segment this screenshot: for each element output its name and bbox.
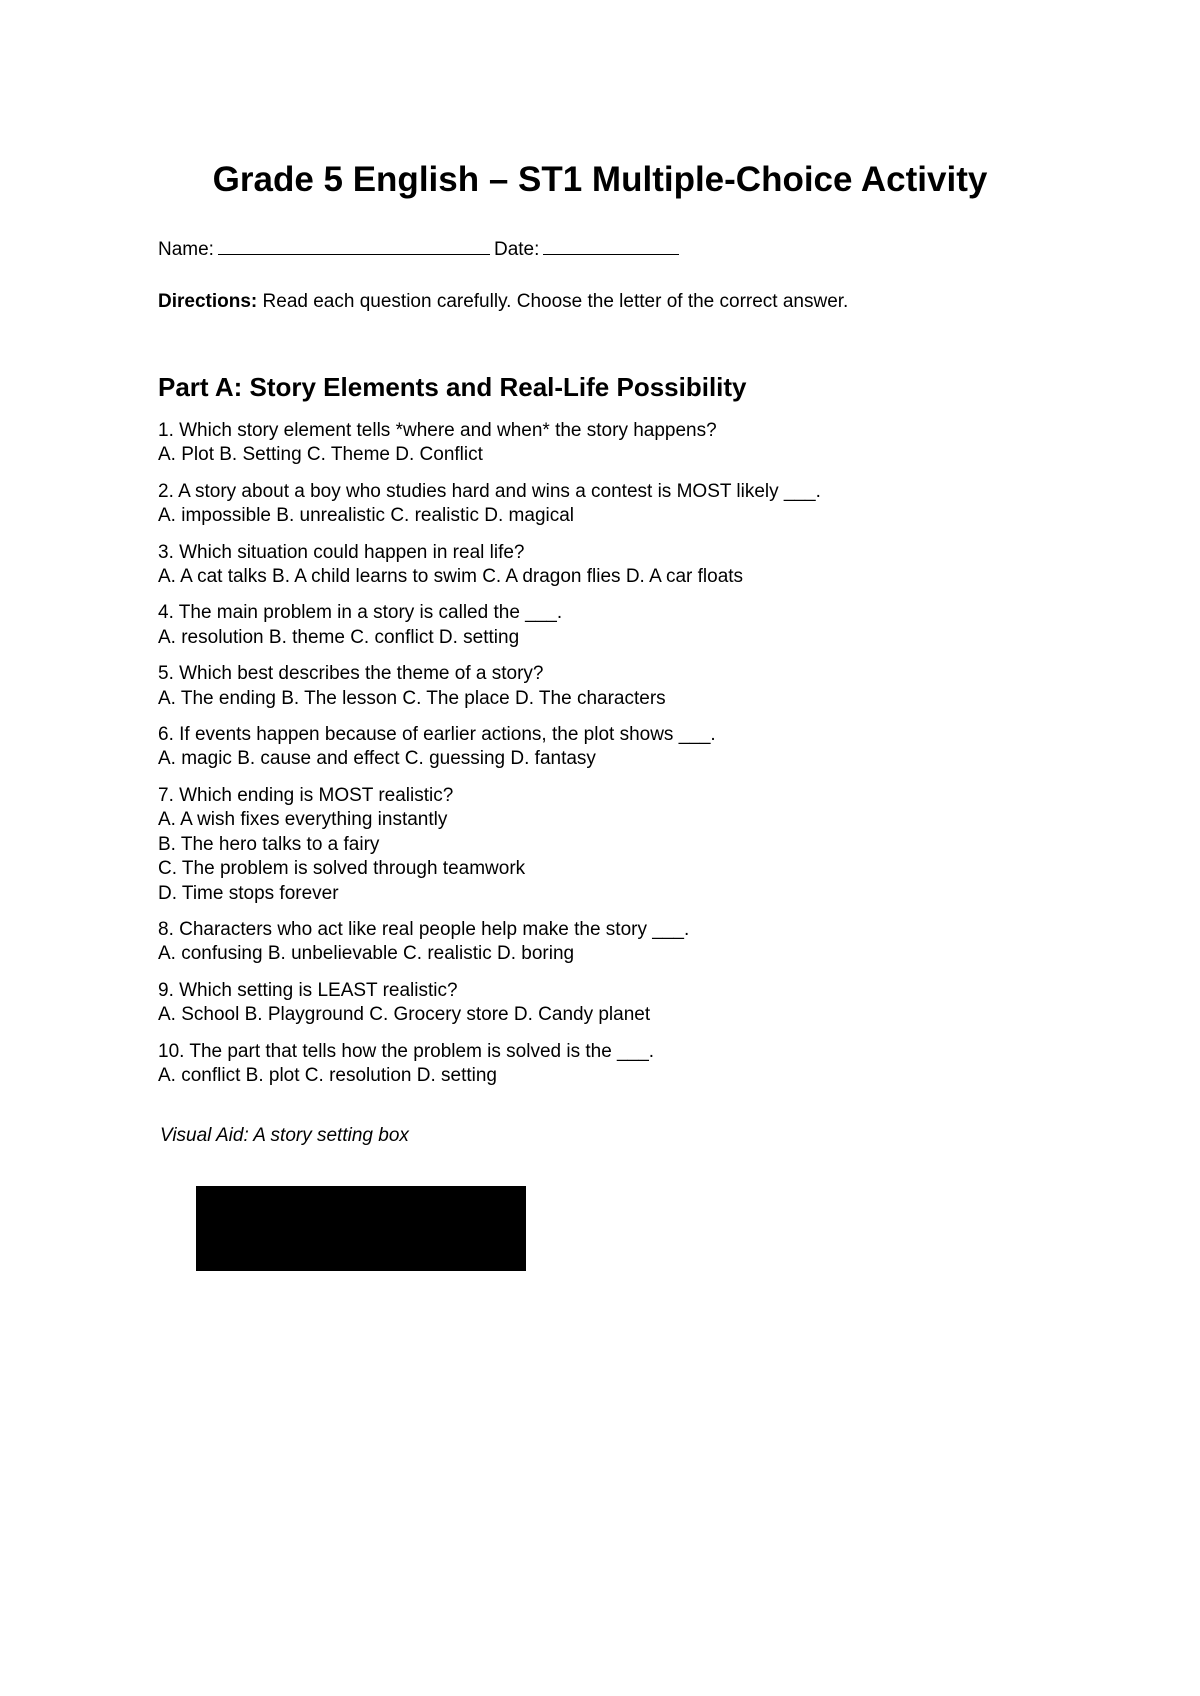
question-item (158, 723, 1058, 772)
question-item (158, 541, 1058, 590)
directions-label: Directions: (158, 291, 258, 312)
question-item (158, 601, 1058, 650)
answer-options: A. resolution B. theme C. conflict D. setting (158, 626, 520, 648)
answer-options: A. A cat talks B. A child learns to swim C. A dragon flies D. A car floats (158, 566, 744, 588)
question-item (158, 1040, 1058, 1089)
question-stem: 4. The main problem in a story is called the ___. (158, 602, 563, 624)
answer-options: A. The ending B. The lesson C. The place D. The characters (158, 687, 666, 709)
answer-options: A. School B. Playground C. Grocery store D. Candy planet (158, 1004, 651, 1026)
story-setting-box (196, 1186, 526, 1271)
answer-options: A. magic B. cause and effect C. guessing D. fantasy (158, 748, 596, 770)
answer-options: A. conflict B. plot C. resolution D. setting (158, 1064, 497, 1086)
question-stem: 7. Which ending is MOST realistic? (158, 784, 454, 806)
question-stem: 3. Which situation could happen in real life? (158, 541, 525, 563)
question-item (158, 979, 1058, 1028)
visual-aid-label: Visual Aid: A story setting box (160, 1125, 409, 1146)
directions (158, 290, 848, 314)
page-title: Grade 5 English – ST1 Multiple-Choice Activity (212, 160, 988, 199)
question-stem: 8. Characters who act like real people help make the story ___. (158, 918, 690, 940)
name-label: Name: (158, 239, 214, 260)
question-item (158, 662, 1058, 711)
question-list (158, 419, 1058, 1100)
directions-text: Read each question carefully. Choose the letter of the correct answer. (257, 291, 849, 312)
date-label: Date: (493, 239, 540, 260)
question-stem: 5. Which best describes the theme of a story? (158, 663, 544, 685)
question-stem: 1. Which story element tells *where and when* the story happens? (158, 420, 717, 441)
question-stem: 2. A story about a boy who studies hard and wins a contest is MOST likely ___. (158, 480, 821, 502)
name-blank (218, 236, 490, 255)
answer-options: A. Plot B. Setting C. Theme D. Conflict (158, 444, 483, 466)
question-stem: 9. Which setting is LEAST realistic? (158, 979, 458, 1001)
answer-options: D. Time stops forever (158, 882, 339, 904)
answer-options: C. The problem is solved through teamwork (158, 858, 526, 880)
answer-options: A. impossible B. unrealistic C. realistic D. magical (158, 505, 575, 527)
answer-options: A. A wish fixes everything instantly (158, 809, 448, 831)
name-date-line (158, 236, 679, 262)
answer-options: A. confusing B. unbelievable C. realistic D. boring (158, 943, 575, 965)
question-stem: 6. If events happen because of earlier actions, the plot shows ___. (158, 724, 716, 746)
date-blank (543, 236, 679, 255)
answer-options: B. The hero talks to a fairy (158, 833, 380, 855)
part-a-heading: Part A: Story Elements and Real-Life Possibility (158, 372, 747, 402)
question-item (158, 480, 1058, 529)
question-stem: 10. The part that tells how the problem is solved is the ___. (158, 1040, 655, 1062)
question-item (158, 419, 1058, 468)
question-item (158, 918, 1058, 967)
question-item (158, 784, 1058, 906)
